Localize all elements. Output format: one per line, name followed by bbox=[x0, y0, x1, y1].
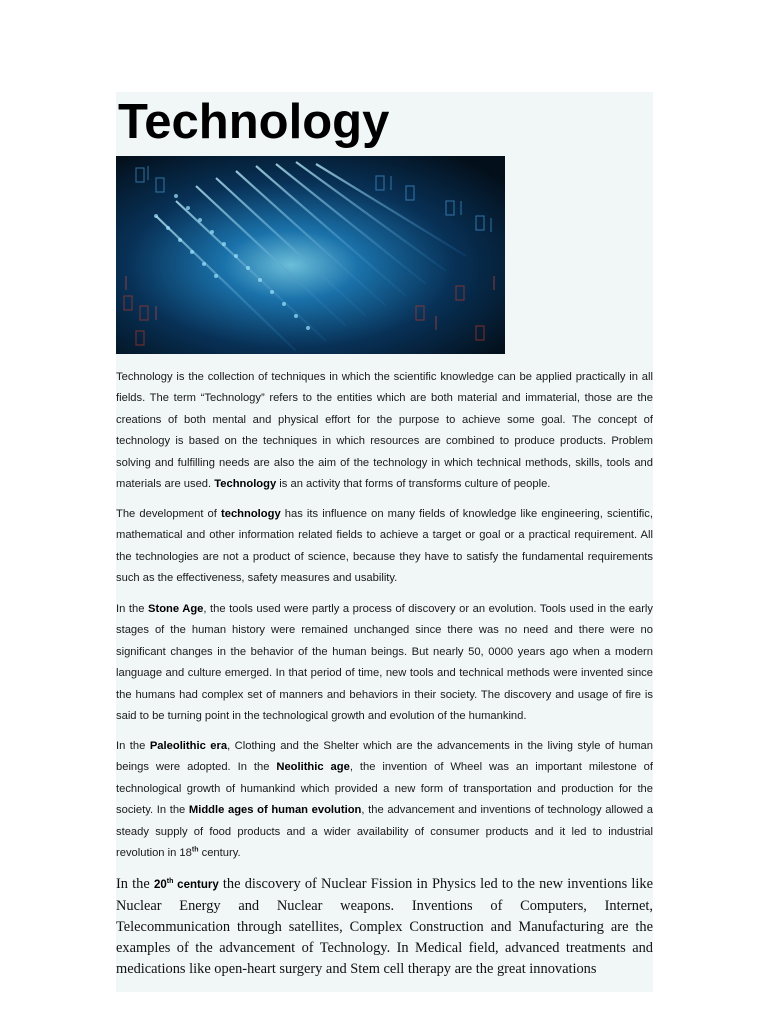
circuit-board-image bbox=[116, 156, 505, 354]
paragraph-text: has its influence on many fields of knowledge like engineering, scientific, mathematical and other information related fields to achieve a target or goal or a practical requirement. All the technologies are not a product of science, because they have to satisfy the fundamental requirements such as the effectiveness, safety measures and usability. bbox=[116, 508, 653, 585]
paragraph-text: , the advancement and inventions of technology allowed a steady supply of food products and a wider availability of consumer products and it led to industrial revolution in 18 bbox=[116, 804, 653, 860]
superscript: th bbox=[166, 878, 174, 886]
paragraph-text: The development of bbox=[116, 508, 221, 520]
bold-term: Paleolithic era bbox=[149, 740, 228, 752]
bold-term: Stone Age bbox=[148, 603, 204, 615]
paragraph-intro bbox=[116, 367, 653, 495]
bold-term: Neolithic age bbox=[276, 761, 350, 774]
paragraph-text: In the bbox=[116, 740, 150, 752]
bold-term: Technology bbox=[214, 478, 277, 491]
paragraph-text: , the invention of Wheel was an important milestone of technological growth of humankind which provided a new form of transportation and production for the society. In the bbox=[116, 761, 653, 817]
superscript: th bbox=[191, 846, 199, 854]
article-body bbox=[116, 92, 653, 992]
bold-term: 20 bbox=[153, 879, 167, 891]
paragraph-text: is an activity that forms of transforms culture of people. bbox=[276, 478, 551, 491]
paragraph-text: In the bbox=[116, 603, 149, 615]
paragraph-eras bbox=[116, 736, 653, 864]
paragraph-stone-age bbox=[116, 599, 653, 727]
paragraph-development bbox=[116, 504, 653, 590]
paragraph-text: Technology is the collection of techniques in which the scientific knowledge can be applied practically in all fields. The term “Technology” refers to the entities which are both material and immaterial, those are the creations of both mental and physical effort for the purpose to achieve some goal. The concept of technology is based on the techniques in which resources are combined to produce products. Problem solving and fulfilling needs are also the aim of the technology in which technical methods, skills, tools and materials are used. bbox=[116, 371, 653, 491]
paragraph-text: the discovery of Nuclear Fission in Physics led to the new inventions like Nuclear Energy and Nuclear weapons. Inventions of Computers, Internet, Telecommunication through satellites, Complex Construction and Manufacturing are the examples of the advancement of Technology. In Medical field, advanced treatments and medications like open-heart surgery and Stem cell therapy are the great innovations bbox=[116, 876, 653, 977]
page-title: Technology bbox=[118, 95, 390, 149]
bold-term: technology bbox=[221, 508, 281, 520]
paragraph-text: , Clothing and the Shelter which are the advancements in the living style of human beings were adopted. In the bbox=[116, 740, 653, 774]
bold-term: century bbox=[173, 879, 219, 891]
paragraph-20th-century bbox=[116, 874, 653, 980]
paragraph-text: In the bbox=[116, 876, 154, 892]
paragraph-text: century. bbox=[198, 847, 241, 860]
bold-term: Middle ages of human evolution bbox=[188, 804, 362, 817]
paragraph-text: , the tools used were partly a process of discovery or an evolution. Tools used in the early stages of the human history were remained unchanged since there was no need and there were no significant changes in the behavior of the human beings. But nearly 50, 0000 years ago when a modern language and culture emerged. In that period of time, new tools and technical methods were invented since the humans had complex set of manners and behaviors in their society. The discovery and usage of fire is said to be turning point in the technological growth and evolution of the humankind. bbox=[116, 603, 653, 723]
